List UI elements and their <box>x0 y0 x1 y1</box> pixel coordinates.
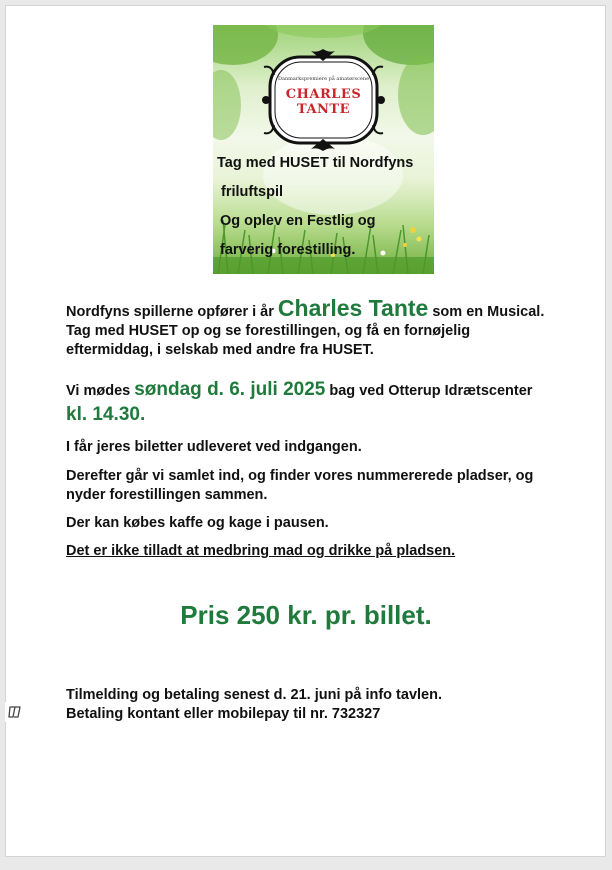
poster-line-3: Og oplev en Festlig og <box>220 213 376 229</box>
title-frame <box>260 47 387 153</box>
poster-line-2: friluftspil <box>221 184 284 200</box>
poster-image <box>213 25 434 274</box>
meeting-paragraph <box>66 378 546 428</box>
frame-subtitle: Danmarkspremiere på amatørscene <box>277 76 370 82</box>
intro-highlight: Charles Tante <box>277 295 429 321</box>
notice-paragraph: Det er ikke tilladt at medbring mad og drikke på pladsen. <box>66 543 456 559</box>
tickets-paragraph: I får jeres biletter udleveret ved indgangen. <box>66 439 362 455</box>
seating-paragraph: Derefter går vi samlet ind, og finder vores nummererede pladser, og nyder forestillingen sammen. <box>66 468 534 503</box>
meeting-time: kl. 14.30. <box>66 404 146 425</box>
poster-line-1: Tag med HUSET til Nordfyns <box>217 155 414 171</box>
intro-paragraph <box>66 295 546 360</box>
meeting-date: søndag d. 6. juli 2025 <box>134 379 326 400</box>
meeting-text-1: Vi mødes <box>66 383 135 399</box>
intro-text-2: som en Musical. Tag med HUSET op og se forestillingen, og få en fornøjelig eftermiddag, i selskab med andre fra HUSET. <box>66 304 545 358</box>
frame-title: CHARLES TANTE <box>285 87 362 117</box>
coffee-paragraph: Der kan købes kaffe og kage i pausen. <box>66 515 329 531</box>
price-heading: Pris 250 kr. pr. billet. <box>180 600 432 630</box>
meeting-text-2: bag ved Otterup Idrætscenter <box>325 383 533 399</box>
poster-line-4: farverig forestilling. <box>220 242 356 258</box>
copilot-icon[interactable] <box>5 702 25 722</box>
intro-text-1: Nordfyns spillerne opfører i år <box>66 304 278 320</box>
signup-line-2: Betaling kontant eller mobilepay til nr. 732327 <box>66 706 381 722</box>
signup-line-1: Tilmelding og betaling senest d. 21. juni på info tavlen. <box>66 687 442 703</box>
